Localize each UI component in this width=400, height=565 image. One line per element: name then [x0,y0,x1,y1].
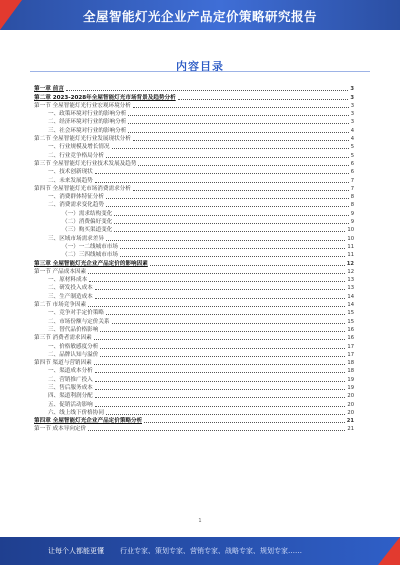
toc-entry-page: 11 [347,243,354,250]
toc-entry-page: 10 [347,235,354,242]
toc-leader-dots [133,107,349,108]
toc-entry[interactable] [34,126,354,134]
toc-entry[interactable] [34,309,354,317]
toc-leader-dots [95,397,346,398]
toc-entry[interactable] [34,367,354,375]
footer-tags: 行业专家、策划专家、营销专家、战略专家、规划专家…… [120,547,302,555]
toc-entry-label: 第三节 全屋智能灯光行业技术发展及趋势 [34,160,137,167]
toc-entry[interactable] [34,268,354,276]
toc-entry[interactable] [34,243,354,251]
toc-entry[interactable] [34,193,354,201]
toc-entry[interactable] [34,326,354,334]
toc-entry-label: 五、促销活动影响 [48,401,93,408]
toc-entry-page: 4 [350,136,354,143]
toc-entry[interactable] [34,110,354,118]
toc-entry-label: 三、社会环境对行业的影响分析 [48,127,127,134]
toc-entry-page: 12 [347,268,354,275]
toc-entry-label: 一、渠道成本分析 [48,368,93,375]
toc-leader-dots [106,314,345,315]
toc-entry[interactable] [34,351,354,359]
toc-entry[interactable] [34,201,354,209]
toc-leader-dots [106,206,349,207]
toc-entry[interactable] [34,409,354,417]
toc-entry-label: 三、售后服务成本 [48,384,93,391]
toc-entry[interactable] [34,292,354,300]
toc-leader-dots [133,190,349,191]
toc-leader-dots [106,157,349,158]
toc-entry[interactable] [34,342,354,350]
toc-entry-page: 9 [350,219,354,226]
toc-entry-label: 第一节 全屋智能灯光行业宏观环境分析 [34,102,131,109]
toc-entry-page: 8 [350,194,354,201]
toc-entry[interactable] [34,359,354,367]
toc-leader-dots [106,240,345,241]
toc-leader-dots [88,306,345,307]
toc-entry[interactable] [34,176,354,184]
toc-entry-label: 一、消费群体特征分析 [48,194,104,201]
toc-entry-page: 16 [347,335,354,342]
toc-entry-label: 二、经济环境对行业的影响分析 [48,119,127,126]
toc-leader-dots [95,389,346,390]
toc-leader-dots [138,165,348,166]
toc-entry[interactable] [34,259,354,267]
toc-entry-page: 17 [347,351,354,358]
toc-entry[interactable] [34,218,354,226]
toc-leader-dots [95,372,346,373]
toc-entry[interactable] [34,226,354,234]
toc-entry-page: 9 [350,210,354,217]
toc-leader-dots [89,281,345,282]
toc-entry-label: 第一节 产品成本因素 [34,268,87,275]
toc-leader-dots [114,215,348,216]
toc-entry[interactable] [34,151,354,159]
toc-entry[interactable] [34,301,354,309]
toc-leader-dots [66,90,348,91]
toc-entry-page: 3 [350,102,354,109]
toc-leader-dots [133,140,349,141]
report-title: 全屋智能灯光企业产品定价策略研究报告 [82,9,317,24]
toc-leader-dots [120,248,345,249]
toc-entry[interactable] [34,375,354,383]
toc-entry-label: （二）消费偏好变化 [62,219,113,226]
toc-entry-page: 3 [350,86,354,93]
toc-leader-dots [100,331,345,332]
toc-entry[interactable] [34,160,354,168]
toc-entry-page: 7 [350,177,354,184]
toc-entry-page: 13 [347,277,354,284]
toc-leader-dots [128,115,348,116]
toc-entry-label: 二、未来发展趋势 [48,177,93,184]
toc-entry-page: 21 [346,418,354,425]
toc-leader-dots [94,364,346,365]
toc-leader-dots [100,356,345,357]
toc-entry-page: 14 [347,302,354,309]
toc-entry-label: 第三节 消费者需求因素 [34,335,92,342]
header-banner [0,0,400,30]
toc-entry-label: 三、区域市场需求差异 [48,235,104,242]
toc-entry-label: 第一节 成本导向定价 [34,426,87,433]
toc-entry-label: （一）需求结构变化 [62,210,113,217]
toc-entry-page: 16 [347,326,354,333]
footer-slogan: 让每个人都能更懂 [48,547,104,555]
toc-entry[interactable] [34,234,354,242]
toc-leader-dots [95,182,349,183]
toc-entry-page: 20 [347,409,354,416]
toc-leader-dots [95,289,346,290]
toc-leader-dots [95,381,346,382]
toc-leader-dots [128,123,348,124]
toc-entry-page: 17 [347,343,354,350]
toc-entry[interactable] [34,118,354,126]
toc-entry-label: 第二节 全屋智能灯光行业发展现状分析 [34,136,131,143]
toc-leader-dots [100,348,345,349]
toc-entry[interactable] [34,135,354,143]
toc-leader-dots [114,223,348,224]
toc-entry-label: （二）三四线城市市场 [62,252,118,259]
toc-entry-page: 5 [350,152,354,159]
toc-entry-label: 一、价格敏感度分析 [48,343,99,350]
toc-entry-label: （三）购买渠道变化 [62,227,113,234]
toc-entry-page: 3 [350,119,354,126]
toc-entry-page: 11 [347,252,354,259]
toc-entry[interactable] [34,276,354,284]
toc-entry-label: 三、替代品价格影响 [48,326,99,333]
toc-entry[interactable] [34,143,354,151]
footer-accent [378,537,400,565]
toc-leader-dots [94,339,346,340]
toc-entry-page: 6 [350,169,354,176]
toc-entry[interactable] [34,400,354,408]
toc-leader-dots [112,148,349,149]
toc-leader-dots [88,430,345,431]
toc-entry[interactable] [34,102,354,110]
toc-entry-label: 一、技术创新现状 [48,169,93,176]
toc-entry[interactable] [34,209,354,217]
toc-leader-dots [106,414,345,415]
toc-leader-dots [128,132,348,133]
toc-entry-page: 12 [346,260,354,267]
toc-entry[interactable] [34,334,354,342]
toc-entry-label: 四、渠道利润分配 [48,393,93,400]
table-of-contents [34,85,354,433]
toc-entry-label: 三、生产制造成本 [48,293,93,300]
toc-title: 内容目录 [176,60,224,73]
toc-entry-label: 第二章 2023-2028年全屋智能灯光市场背景及趋势分析 [34,94,176,101]
toc-entry-label: 第三章 全屋智能灯光企业产品定价的影响因素 [34,260,148,267]
toc-entry-page: 3 [350,94,354,101]
toc-entry[interactable] [34,93,354,101]
toc-entry[interactable] [34,251,354,259]
toc-entry-page: 4 [350,127,354,134]
toc-entry-page: 13 [347,285,354,292]
toc-entry-page: 15 [347,318,354,325]
toc-divider [30,71,370,72]
toc-entry-page: 10 [347,227,354,234]
toc-entry[interactable] [34,425,354,433]
toc-entry-label: 第二节 市场竞争因素 [34,302,87,309]
toc-entry-label: 第四节 渠道与营销因素 [34,360,92,367]
toc-leader-dots [112,323,346,324]
toc-entry-page: 21 [347,426,354,433]
toc-entry-label: （一）一二线城市市场 [62,243,118,250]
toc-entry-label: 六、线上线下价格协同 [48,409,104,416]
toc-entry-page: 7 [350,185,354,192]
toc-leader-dots [144,422,345,423]
toc-entry-page: 8 [350,202,354,209]
toc-entry-page: 19 [347,384,354,391]
toc-leader-dots [114,231,345,232]
toc-leader-dots [106,198,349,199]
toc-entry[interactable] [34,392,354,400]
toc-entry-label: 二、营销推广投入 [48,376,93,383]
toc-leader-dots [95,173,349,174]
toc-leader-dots [95,298,346,299]
toc-entry-label: 第一章 前言 [34,86,64,93]
toc-entry-label: 第四章 全屋智能灯光企业产品定价策略分析 [34,418,143,425]
toc-entry-page: 3 [350,111,354,118]
toc-entry-label: 第四节 全屋智能灯光市场消费需求分析 [34,185,131,192]
toc-leader-dots [120,256,345,257]
toc-entry-label: 二、消费需求变化趋势 [48,202,104,209]
toc-entry-label: 一、政策环境对行业的影响分析 [48,111,127,118]
toc-entry-page: 18 [347,360,354,367]
toc-entry-label: 二、市场份额与定价关系 [48,318,110,325]
toc-entry-page: 5 [350,144,354,151]
toc-entry-page: 6 [350,160,354,167]
toc-entry-label: 二、行业竞争格局分析 [48,152,104,159]
toc-entry[interactable] [34,185,354,193]
toc-entry-page: 20 [347,401,354,408]
toc-leader-dots [95,406,346,407]
page-number: 1 [198,518,202,524]
toc-entry[interactable] [34,417,354,425]
toc-leader-dots [178,99,349,100]
toc-entry-page: 15 [347,310,354,317]
toc-entry-label: 一、行业规模及增长情况 [48,144,110,151]
toc-entry[interactable] [34,85,354,93]
toc-entry-page: 18 [347,368,354,375]
toc-leader-dots [88,273,345,274]
toc-leader-dots [150,265,345,266]
toc-entry-label: 一、原材料成本 [48,277,88,284]
toc-entry-page: 19 [347,376,354,383]
toc-entry[interactable] [34,384,354,392]
toc-entry-label: 一、竞争对手定价策略 [48,310,104,317]
toc-entry-label: 二、品牌认知与溢价 [48,351,99,358]
toc-entry[interactable] [34,168,354,176]
toc-entry[interactable] [34,284,354,292]
toc-entry[interactable] [34,317,354,325]
toc-entry-page: 14 [347,293,354,300]
toc-entry-page: 20 [347,393,354,400]
toc-entry-label: 二、研发投入成本 [48,285,93,292]
footer-banner [0,537,400,565]
